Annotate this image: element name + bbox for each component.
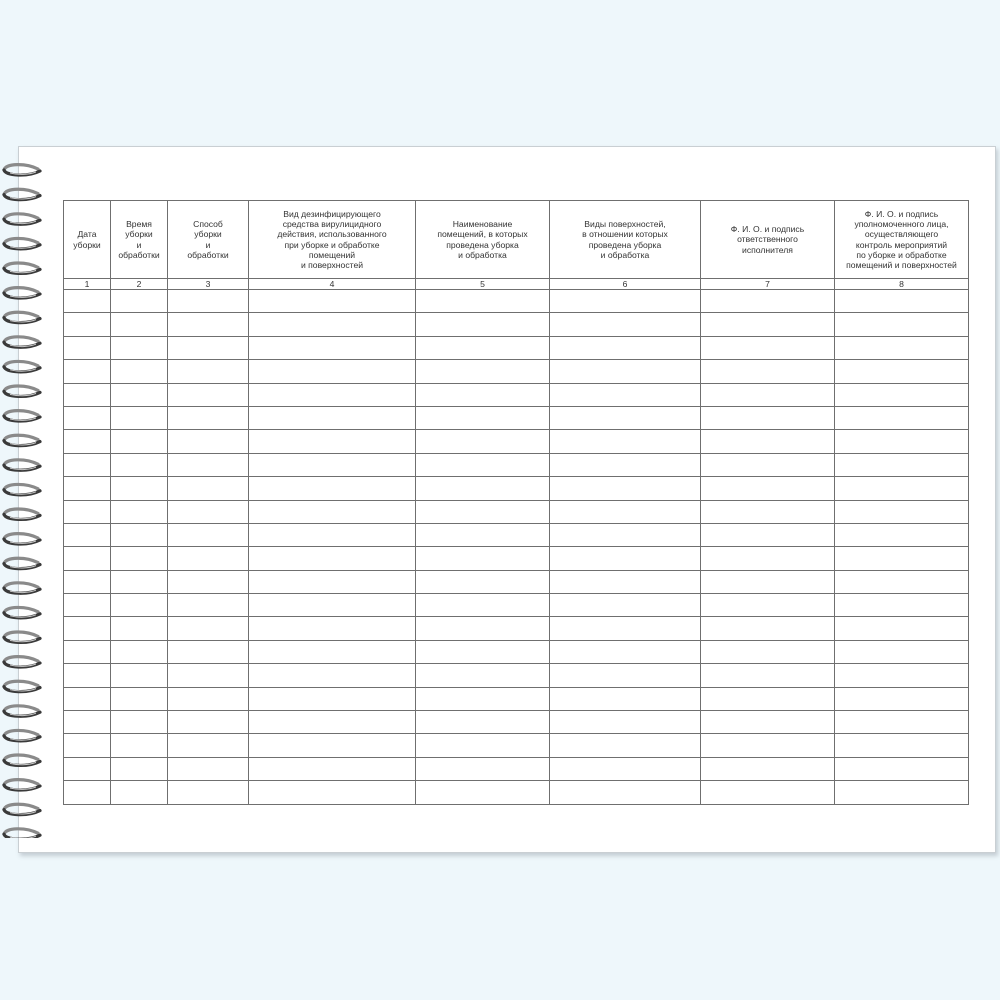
spiral-coil [4,214,40,224]
table-cell [249,313,416,336]
table-cell [249,757,416,780]
header-cleaning-method: Способ уборки и обработки [168,201,249,279]
table-cell [168,664,249,687]
table-body [64,290,969,805]
table-cell [701,570,835,593]
table-row [64,664,969,687]
table-cell [111,664,168,687]
table-cell [111,336,168,359]
table-cell [111,547,168,570]
column-number-row [64,279,969,290]
table-cell [249,453,416,476]
table-cell [701,640,835,663]
table-cell [701,664,835,687]
table-cell [168,360,249,383]
table-cell [416,570,550,593]
table-cell [701,336,835,359]
table-cell [550,430,701,453]
table-cell [550,757,701,780]
table-cell [111,313,168,336]
table-cell [168,640,249,663]
table-cell [416,664,550,687]
table-cell [550,547,701,570]
table-cell [249,523,416,546]
table-cell [64,477,111,500]
table-cell [835,547,969,570]
table-cell [168,594,249,617]
table-cell [416,383,550,406]
table-cell [416,734,550,757]
table-row [64,734,969,757]
table-cell [835,640,969,663]
table-cell [168,757,249,780]
spiral-coil [4,263,40,273]
table-cell [111,523,168,546]
spiral-coil [4,238,40,248]
table-cell [64,523,111,546]
table-cell [64,547,111,570]
table-cell [249,290,416,313]
table-cell [111,290,168,313]
spiral-coil [4,534,40,544]
table-cell [168,453,249,476]
table-cell [835,594,969,617]
table-cell [249,781,416,804]
spiral-coil [4,583,40,593]
table-cell [111,734,168,757]
table-cell [701,594,835,617]
table-cell [835,360,969,383]
table-cell [168,781,249,804]
table-cell [416,336,550,359]
table-cell [64,500,111,523]
spiral-coil [4,288,40,298]
table-cell [550,453,701,476]
table-cell [168,617,249,640]
table-cell [416,687,550,710]
table-cell [416,477,550,500]
table-cell [835,734,969,757]
table-cell [835,477,969,500]
spiral-coil [4,829,40,838]
table-row [64,313,969,336]
column-number: 4 [249,279,416,290]
table-row [64,500,969,523]
table-cell [168,734,249,757]
table-cell [168,430,249,453]
table-cell [111,360,168,383]
table-cell [416,547,550,570]
table-cell [168,570,249,593]
table-cell [64,336,111,359]
table-cell [64,360,111,383]
table-cell [416,430,550,453]
table-row [64,781,969,804]
table-cell [701,477,835,500]
table-cell [111,757,168,780]
table-cell [111,383,168,406]
table-cell [64,617,111,640]
table-cell [550,383,701,406]
table-cell [416,453,550,476]
table-cell [416,500,550,523]
column-number: 6 [550,279,701,290]
table-cell [64,734,111,757]
spiral-coil [4,607,40,617]
column-number: 5 [416,279,550,290]
header-premises-name: Наименование помещений, в которых проведена уборка и обработка [416,201,550,279]
table-cell [701,523,835,546]
table-cell [550,360,701,383]
table-cell [416,290,550,313]
table-cell [701,313,835,336]
table-cell [701,547,835,570]
table-cell [701,360,835,383]
table-cell [64,313,111,336]
table-cell [111,570,168,593]
table-cell [550,594,701,617]
spiral-coil [4,780,40,790]
table-row [64,547,969,570]
table-cell [168,406,249,429]
spiral-coil [4,386,40,396]
table-cell [111,617,168,640]
spiral-coil [4,755,40,765]
table-cell [701,453,835,476]
table-cell [168,547,249,570]
spiral-coil [4,411,40,421]
column-number: 3 [168,279,249,290]
table-row [64,336,969,359]
table-cell [701,500,835,523]
table-cell [168,687,249,710]
table-cell [550,734,701,757]
spiral-coil [4,804,40,814]
table-cell [64,383,111,406]
table-cell [835,336,969,359]
table-cell [550,781,701,804]
table-cell [416,640,550,663]
table-row [64,687,969,710]
table-cell [835,500,969,523]
table-cell [701,687,835,710]
table-cell [249,406,416,429]
spiral-coil [4,189,40,199]
table-cell [550,290,701,313]
table-cell [64,781,111,804]
table-cell [249,570,416,593]
table-cell [64,290,111,313]
table-row [64,383,969,406]
table-cell [64,711,111,734]
spiral-coil [4,681,40,691]
table-cell [701,406,835,429]
table-cell [168,523,249,546]
table-cell [168,290,249,313]
spiral-coil [4,312,40,322]
table-cell [416,781,550,804]
header-cleaning-date: Дата уборки [64,201,111,279]
table-cell [249,617,416,640]
table-cell [835,664,969,687]
table-cell [701,781,835,804]
cleaning-log-table [63,200,969,805]
table-cell [835,453,969,476]
table-cell [249,360,416,383]
table-cell [64,570,111,593]
table-cell [835,430,969,453]
spiral-binding [0,158,50,838]
table-cell [64,757,111,780]
table-cell [835,687,969,710]
table-cell [249,594,416,617]
table-cell [249,711,416,734]
header-surface-types: Виды поверхностей, в отношении которых проведена уборка и обработка [550,201,701,279]
table-cell [701,290,835,313]
header-row [64,201,969,279]
spiral-coil [4,361,40,371]
column-number: 7 [701,279,835,290]
table-cell [111,687,168,710]
table-cell [550,477,701,500]
spiral-coil [4,509,40,519]
table-cell [249,547,416,570]
table-cell [835,290,969,313]
table-row [64,757,969,780]
table-cell [111,781,168,804]
table-cell [249,664,416,687]
spiral-coil [4,337,40,347]
table-cell [64,453,111,476]
table-cell [111,500,168,523]
table-cell [550,336,701,359]
table-cell [111,640,168,663]
column-number: 8 [835,279,969,290]
table-cell [111,711,168,734]
table-cell [249,336,416,359]
table-cell [111,594,168,617]
table-cell [550,711,701,734]
table-cell [550,523,701,546]
table-cell [111,477,168,500]
table-cell [701,383,835,406]
spiral-coil [4,165,40,175]
table-row [64,570,969,593]
table-cell [168,336,249,359]
table-cell [249,687,416,710]
table-cell [168,477,249,500]
table-cell [64,687,111,710]
table-cell [249,500,416,523]
table-cell [64,640,111,663]
table-cell [835,781,969,804]
table-cell [416,617,550,640]
table-cell [111,430,168,453]
table-cell [550,664,701,687]
table-cell [835,313,969,336]
header-disinfectant-type: Вид дезинфицирующего средства вирулицидного действия, использованного при уборке и обработке помещений и поверхностей [249,201,416,279]
table-cell [416,711,550,734]
table-row [64,406,969,429]
spiral-coil [4,632,40,642]
spiral-coil [4,460,40,470]
table-cell [835,570,969,593]
table-cell [550,570,701,593]
table-cell [835,523,969,546]
table-cell [701,757,835,780]
table-cell [835,757,969,780]
table-cell [835,617,969,640]
table-cell [249,477,416,500]
table-row [64,594,969,617]
table-cell [249,734,416,757]
table-cell [416,360,550,383]
table-cell [835,711,969,734]
table-cell [168,313,249,336]
table-cell [701,734,835,757]
spiral-coil [4,706,40,716]
table-row [64,290,969,313]
table-cell [835,383,969,406]
table-cell [64,664,111,687]
table-row [64,640,969,663]
table-cell [111,453,168,476]
table-row [64,360,969,383]
table-row [64,711,969,734]
table-cell [550,687,701,710]
table-cell [701,711,835,734]
table-cell [249,640,416,663]
table-cell [416,523,550,546]
table-cell [64,406,111,429]
column-number: 2 [111,279,168,290]
table-cell [416,757,550,780]
header-supervisor: Ф. И. О. и подпись уполномоченного лица, осуществляющего контроль мероприятий по уборке и обработке помещений и поверхностей [835,201,969,279]
table-cell [249,430,416,453]
table-cell [550,617,701,640]
spiral-coil [4,484,40,494]
table-row [64,617,969,640]
spiral-coil [4,657,40,667]
table-cell [249,383,416,406]
table-cell [168,711,249,734]
spiral-coil [4,730,40,740]
column-number: 1 [64,279,111,290]
table-cell [550,406,701,429]
table-row [64,523,969,546]
table-cell [701,430,835,453]
header-responsible-person: Ф. И. О. и подпись ответственного исполнителя [701,201,835,279]
table-row [64,453,969,476]
table-cell [168,383,249,406]
table-row [64,477,969,500]
table-cell [416,594,550,617]
table-cell [416,406,550,429]
table-cell [168,500,249,523]
table-cell [64,594,111,617]
spiral-coil [4,435,40,445]
table-cell [416,313,550,336]
table-cell [550,500,701,523]
table-row [64,430,969,453]
table-cell [835,406,969,429]
table-cell [111,406,168,429]
header-cleaning-time: Время уборки и обработки [111,201,168,279]
table-cell [701,617,835,640]
table-cell [64,430,111,453]
spiral-coil [4,558,40,568]
table-cell [550,640,701,663]
table-cell [550,313,701,336]
